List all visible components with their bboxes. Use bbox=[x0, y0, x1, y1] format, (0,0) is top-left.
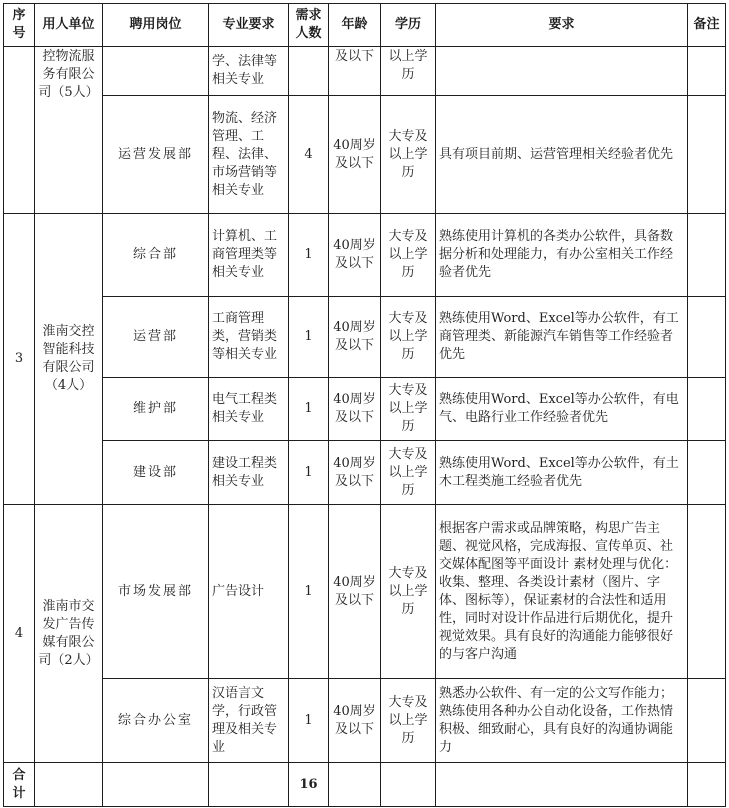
req-cell: 熟悉办公软件、有一定的公文写作能力；熟练使用各种办公自动化设备，工作热情积极、细致耐心，具有良好的沟通协调能力 bbox=[436, 679, 688, 763]
table-row bbox=[4, 47, 726, 96]
major-cell: 广告设计 bbox=[209, 505, 289, 679]
total-label: 合计 bbox=[4, 763, 35, 807]
table-row bbox=[4, 378, 726, 441]
req-cell: 根据客户需求或品牌策略，构思广告主题、视觉风格，完成海报、宣传单页、社交媒体配图等平面设计 素材处理与优化：收集、整理、各类设计素材（图片、字体、图标等），保证素材的合法性和适用性，同时对设计作品进行后期优化，提升视觉效果。具有良好的沟通能力能够很好的与客户沟通 bbox=[436, 505, 688, 679]
count-cell bbox=[289, 47, 329, 96]
count-cell: 1 bbox=[289, 441, 329, 505]
age-cell: 及以下 bbox=[329, 47, 381, 96]
major-cell: 建设工程类相关专业 bbox=[209, 441, 289, 505]
unit-cell: 控物流服务有限公司（5人） bbox=[35, 47, 103, 214]
count-cell: 1 bbox=[289, 297, 329, 378]
age-cell: 40周岁及以下 bbox=[329, 214, 381, 297]
header-age: 年龄 bbox=[329, 4, 381, 47]
edu-cell: 大专及以上学历 bbox=[381, 505, 436, 679]
header-major: 专业要求 bbox=[209, 4, 289, 47]
count-cell: 1 bbox=[289, 214, 329, 297]
major-cell: 物流、经济管理、工程、法律、市场营销等相关专业 bbox=[209, 96, 289, 214]
age-cell: 40周岁及以下 bbox=[329, 378, 381, 441]
position-cell: 建设部 bbox=[103, 441, 209, 505]
total-empty-cell bbox=[381, 763, 436, 807]
total-empty-cell bbox=[209, 763, 289, 807]
req-cell: 熟练使用Word、Excel等办公软件，有土木工程类施工经验者优先 bbox=[436, 441, 688, 505]
req-cell: 熟练使用Word、Excel等办公软件，有电气、电路行业工作经验者优先 bbox=[436, 378, 688, 441]
table-row bbox=[4, 214, 726, 297]
age-cell: 40周岁及以下 bbox=[329, 441, 381, 505]
count-cell: 1 bbox=[289, 679, 329, 763]
seq-cell: 4 bbox=[4, 505, 35, 763]
table-row bbox=[4, 679, 726, 763]
unit-cell: 淮南市交发广告传媒有限公司（2人） bbox=[35, 505, 103, 763]
position-cell: 综合办公室 bbox=[103, 679, 209, 763]
age-cell: 40周岁及以下 bbox=[329, 679, 381, 763]
age-cell: 40周岁及以下 bbox=[329, 96, 381, 214]
note-cell bbox=[688, 96, 726, 214]
position-cell: 维护部 bbox=[103, 378, 209, 441]
edu-cell: 大专及以上学历 bbox=[381, 441, 436, 505]
note-cell bbox=[688, 47, 726, 96]
header-position: 聘用岗位 bbox=[103, 4, 209, 47]
total-row bbox=[4, 763, 726, 807]
total-count: 16 bbox=[289, 763, 329, 807]
position-cell: 运营部 bbox=[103, 297, 209, 378]
edu-cell: 大专及以上学历 bbox=[381, 679, 436, 763]
total-empty-cell bbox=[35, 763, 103, 807]
edu-cell: 以上学历 bbox=[381, 47, 436, 96]
header-req: 要求 bbox=[436, 4, 688, 47]
note-cell bbox=[688, 297, 726, 378]
header-edu: 学历 bbox=[381, 4, 436, 47]
req-cell bbox=[436, 47, 688, 96]
total-empty-cell bbox=[436, 763, 688, 807]
total-empty-cell bbox=[329, 763, 381, 807]
note-cell bbox=[688, 378, 726, 441]
total-empty-cell bbox=[103, 763, 209, 807]
count-cell: 1 bbox=[289, 505, 329, 679]
position-cell: 运营发展部 bbox=[103, 96, 209, 214]
note-cell bbox=[688, 505, 726, 679]
edu-cell: 大专及以上学历 bbox=[381, 378, 436, 441]
edu-cell: 大专及以上学历 bbox=[381, 214, 436, 297]
note-cell bbox=[688, 441, 726, 505]
table-row bbox=[4, 297, 726, 378]
seq-cell: 3 bbox=[4, 214, 35, 505]
position-cell: 市场发展部 bbox=[103, 505, 209, 679]
recruitment-table bbox=[3, 3, 726, 807]
major-cell: 电气工程类相关专业 bbox=[209, 378, 289, 441]
unit-cell: 淮南交控智能科技有限公司（4人） bbox=[35, 214, 103, 505]
major-cell: 计算机、工商管理类等相关专业 bbox=[209, 214, 289, 297]
header-seq: 序号 bbox=[4, 4, 35, 47]
table-row bbox=[4, 96, 726, 214]
header-row bbox=[4, 4, 726, 47]
major-cell: 汉语言文学，行政管理及相关专业 bbox=[209, 679, 289, 763]
req-cell: 具有项目前期、运营管理相关经验者优先 bbox=[436, 96, 688, 214]
count-cell: 4 bbox=[289, 96, 329, 214]
note-cell bbox=[688, 679, 726, 763]
header-count: 需求人数 bbox=[289, 4, 329, 47]
major-cell: 工商管理类，营销类等相关专业 bbox=[209, 297, 289, 378]
total-empty-cell bbox=[688, 763, 726, 807]
major-cell: 学、法律等相关专业 bbox=[209, 47, 289, 96]
table-row bbox=[4, 441, 726, 505]
note-cell bbox=[688, 214, 726, 297]
seq-cell bbox=[4, 47, 35, 214]
count-cell: 1 bbox=[289, 378, 329, 441]
edu-cell: 大专及以上学历 bbox=[381, 297, 436, 378]
edu-cell: 大专及以上学历 bbox=[381, 96, 436, 214]
position-cell bbox=[103, 47, 209, 96]
req-cell: 熟练使用Word、Excel等办公软件，有工商管理类、新能源汽车销售等工作经验者优先 bbox=[436, 297, 688, 378]
table-row bbox=[4, 505, 726, 679]
position-cell: 综合部 bbox=[103, 214, 209, 297]
age-cell: 40周岁及以下 bbox=[329, 505, 381, 679]
req-cell: 熟练使用计算机的各类办公软件，具备数据分析和处理能力，有办公室相关工作经验者优先 bbox=[436, 214, 688, 297]
age-cell: 40周岁及以下 bbox=[329, 297, 381, 378]
header-unit: 用人单位 bbox=[35, 4, 103, 47]
header-note: 备注 bbox=[688, 4, 726, 47]
